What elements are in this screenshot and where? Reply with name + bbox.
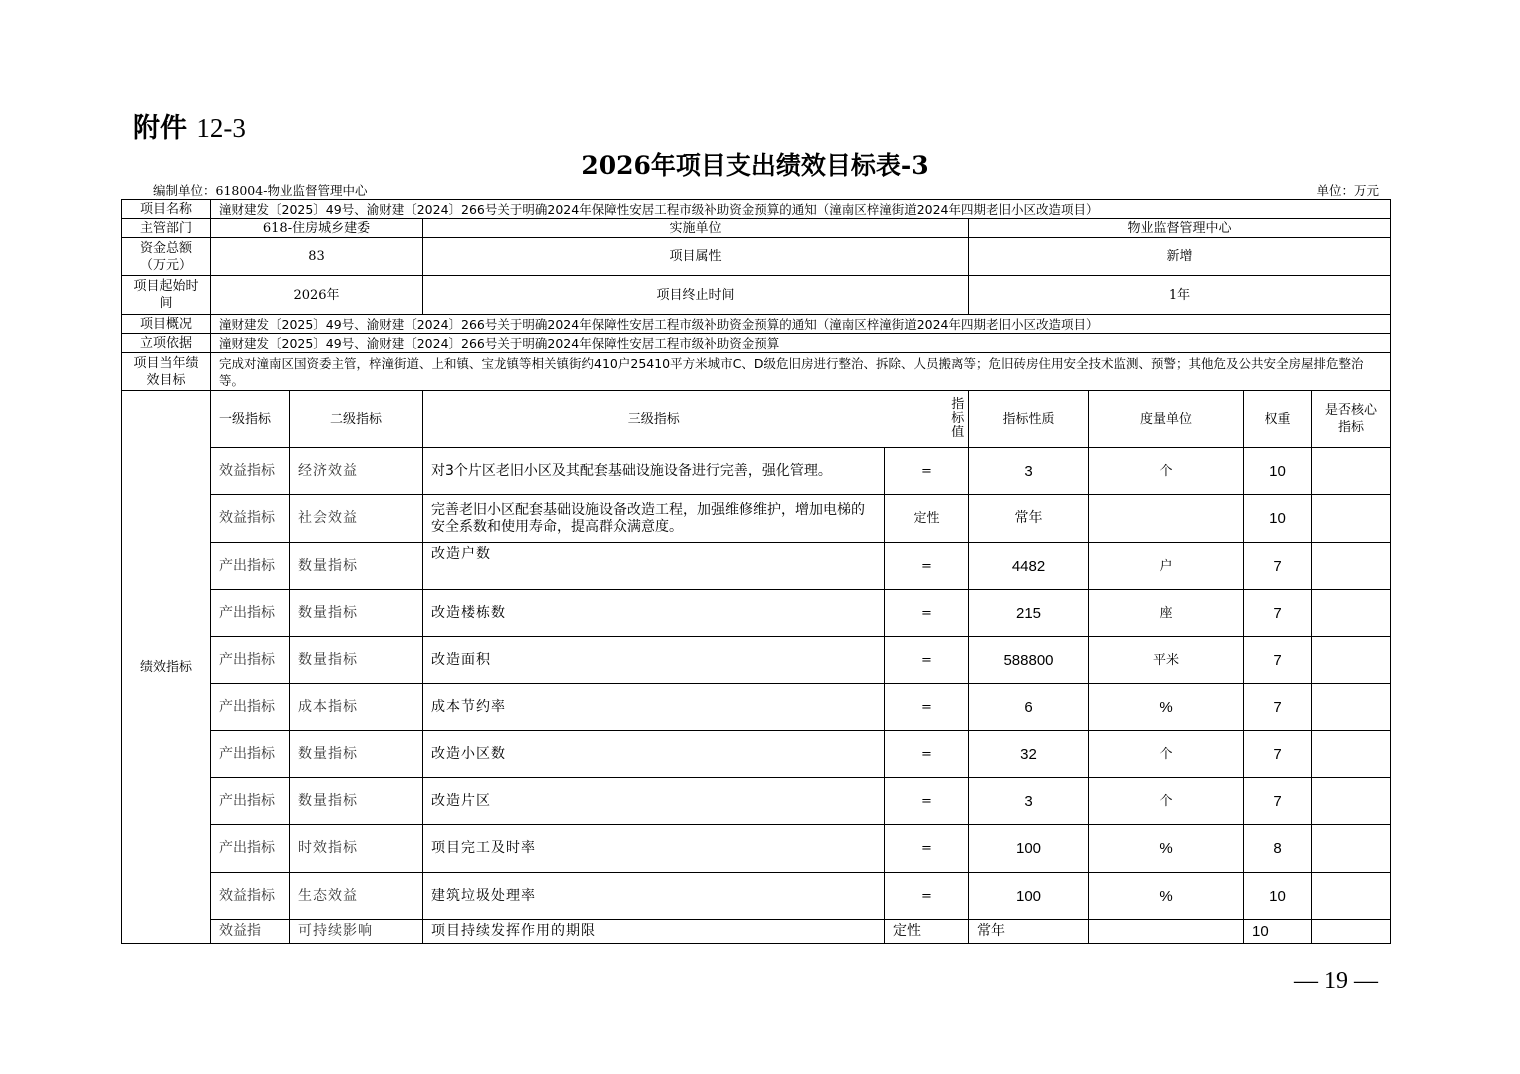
- unit-cell: 座: [1089, 590, 1244, 637]
- value-cell: 32: [969, 731, 1089, 778]
- weight-cell: 7: [1244, 778, 1312, 825]
- core-cell: [1312, 825, 1391, 873]
- impl-label: 实施单位: [423, 219, 969, 238]
- level1-cell: 产出指标: [211, 684, 290, 731]
- level3-cell: 完善老旧小区配套基础设施设备改造工程，加强维修维护，增加电梯的安全系数和使用寿命，提高群众满意度。: [423, 495, 885, 543]
- value-cell: 100: [969, 873, 1089, 920]
- level1-cell: 产出指标: [211, 731, 290, 778]
- row-overview: [122, 315, 1391, 334]
- operator-cell: 定性: [885, 920, 969, 944]
- attachment-number: 12-3: [196, 113, 246, 143]
- header-level1: 一级指标: [211, 391, 290, 448]
- level2-cell: 数量指标: [290, 543, 423, 590]
- core-cell: [1312, 495, 1391, 543]
- attr-value: 新增: [969, 238, 1391, 276]
- unit-cell: 户: [1089, 543, 1244, 590]
- unit-cell: 个: [1089, 778, 1244, 825]
- unit-cell: %: [1089, 684, 1244, 731]
- level2-cell: 时效指标: [290, 825, 423, 873]
- operator-cell: 定性: [885, 495, 969, 543]
- header-level2: 二级指标: [290, 391, 423, 448]
- value-cell: 3: [969, 778, 1089, 825]
- indicator-row: [122, 637, 1391, 684]
- level3-cell: 建筑垃圾处理率: [423, 873, 885, 920]
- impl-value: 物业监督管理中心: [969, 219, 1391, 238]
- operator-cell: =: [885, 684, 969, 731]
- weight-cell: 7: [1244, 684, 1312, 731]
- core-cell: [1312, 684, 1391, 731]
- value-cell: 4482: [969, 543, 1089, 590]
- level2-cell: 生态效益: [290, 873, 423, 920]
- core-cell: [1312, 778, 1391, 825]
- value-cell: 常年: [969, 495, 1089, 543]
- header-level3: 三级指标: [423, 391, 885, 448]
- start-label: 项目起始时间: [122, 276, 211, 315]
- start-value: 2026年: [211, 276, 423, 315]
- level2-cell: 数量指标: [290, 731, 423, 778]
- unit-cell: 平米: [1089, 637, 1244, 684]
- operator-cell: =: [885, 873, 969, 920]
- indicator-row: [122, 920, 1391, 944]
- weight-cell: 7: [1244, 543, 1312, 590]
- core-cell: [1312, 590, 1391, 637]
- goal-value: 完成对潼南区国资委主管，梓潼街道、上和镇、宝龙镇等相关镇街约410户25410平方米城市C、D级危旧房进行整治、拆除、人员搬离等；危旧砖房住用安全技术监测、预警；其他危及公共安全房屋排危整治等。: [211, 353, 1391, 391]
- level1-cell: 效益指标: [211, 448, 290, 495]
- unit-cell: %: [1089, 825, 1244, 873]
- level3-cell: 改造面积: [423, 637, 885, 684]
- attr-label: 项目属性: [423, 238, 969, 276]
- level2-cell: 数量指标: [290, 637, 423, 684]
- dept-value: 618-住房城乡建委: [211, 219, 423, 238]
- dept-label: 主管部门: [122, 219, 211, 238]
- indicator-row: [122, 448, 1391, 495]
- indicators-section-label: 绩效指标: [122, 391, 211, 944]
- row-fund: [122, 238, 1391, 276]
- level3-cell: 改造片区: [423, 778, 885, 825]
- end-value: 1年: [969, 276, 1391, 315]
- indicator-row: [122, 495, 1391, 543]
- level3-cell: 改造楼栋数: [423, 590, 885, 637]
- weight-cell: 10: [1244, 448, 1312, 495]
- level1-cell: 效益指标: [211, 873, 290, 920]
- indicator-row: [122, 873, 1391, 920]
- header-value: 指标值: [951, 397, 965, 440]
- indicator-row: [122, 731, 1391, 778]
- weight-cell: 7: [1244, 731, 1312, 778]
- project-name-label: 项目名称: [122, 200, 211, 219]
- unit-cell: [1089, 920, 1244, 944]
- row-department: [122, 219, 1391, 238]
- basis-value: 潼财建发〔2025〕49号、渝财建〔2024〕266号关于明确2024年保障性安居工程市级补助资金预算: [211, 334, 1391, 353]
- indicator-row: [122, 684, 1391, 731]
- indicator-header-row: [122, 391, 1391, 448]
- fund-value: 83: [211, 238, 423, 276]
- level3-cell: 对3个片区老旧小区及其配套基础设施设备进行完善，强化管理。: [423, 448, 885, 495]
- document-title: 2026年项目支出绩效目标表-3: [581, 151, 929, 180]
- value-cell: 215: [969, 590, 1089, 637]
- weight-cell: 7: [1244, 590, 1312, 637]
- core-cell: [1312, 637, 1391, 684]
- weight-cell: 7: [1244, 637, 1312, 684]
- level1-cell: 效益指: [211, 920, 290, 944]
- level1-cell: 效益指标: [211, 495, 290, 543]
- indicator-row: [122, 778, 1391, 825]
- operator-cell: =: [885, 825, 969, 873]
- core-cell: [1312, 873, 1391, 920]
- level3-cell: 改造户数: [423, 543, 885, 590]
- core-cell: [1312, 731, 1391, 778]
- operator-cell: =: [885, 448, 969, 495]
- value-cell: 3: [969, 448, 1089, 495]
- unit-cell: [1089, 495, 1244, 543]
- fund-label: 资金总额（万元）: [122, 238, 211, 276]
- level3-cell: 成本节约率: [423, 684, 885, 731]
- weight-cell: 10: [1244, 873, 1312, 920]
- operator-cell: =: [885, 543, 969, 590]
- operator-cell: =: [885, 590, 969, 637]
- indicator-row: [122, 825, 1391, 873]
- level2-cell: 可持续影响: [290, 920, 423, 944]
- row-goal: [122, 353, 1391, 391]
- level1-cell: 产出指标: [211, 637, 290, 684]
- level1-cell: 产出指标: [211, 543, 290, 590]
- unit-cell: %: [1089, 873, 1244, 920]
- level2-cell: 数量指标: [290, 590, 423, 637]
- level3-cell: 项目完工及时率: [423, 825, 885, 873]
- currency-unit: 单位：万元: [1316, 183, 1379, 198]
- attachment-word: 附件: [133, 113, 187, 144]
- header-weight: 权重: [1244, 391, 1312, 448]
- header-core: 是否核心指标: [1312, 391, 1391, 448]
- basis-label: 立项依据: [122, 334, 211, 353]
- header-nature: 指标性质: [969, 391, 1089, 448]
- value-cell: 588800: [969, 637, 1089, 684]
- value-cell: 100: [969, 825, 1089, 873]
- level2-cell: 数量指标: [290, 778, 423, 825]
- unit-cell: 个: [1089, 448, 1244, 495]
- value-cell: 常年: [969, 920, 1089, 944]
- overview-label: 项目概况: [122, 315, 211, 334]
- header-value-cell: [885, 391, 969, 448]
- indicator-row: [122, 590, 1391, 637]
- core-cell: [1312, 543, 1391, 590]
- level2-cell: 成本指标: [290, 684, 423, 731]
- row-basis: [122, 334, 1391, 353]
- value-cell: 6: [969, 684, 1089, 731]
- operator-cell: =: [885, 637, 969, 684]
- project-name-value: 潼财建发〔2025〕49号、渝财建〔2024〕266号关于明确2024年保障性安居工程市级补助资金预算的通知（潼南区梓潼街道2024年四期老旧小区改造项目）: [211, 200, 1391, 219]
- end-label: 项目终止时间: [423, 276, 969, 315]
- level1-cell: 产出指标: [211, 590, 290, 637]
- weight-cell: 10: [1244, 495, 1312, 543]
- row-project-name: [122, 200, 1391, 219]
- unit-cell: 个: [1089, 731, 1244, 778]
- attachment-label: [133, 106, 246, 145]
- indicator-row: [122, 543, 1391, 590]
- level1-cell: 产出指标: [211, 825, 290, 873]
- weight-cell: 10: [1244, 920, 1312, 944]
- weight-cell: 8: [1244, 825, 1312, 873]
- level2-cell: 社会效益: [290, 495, 423, 543]
- row-time: [122, 276, 1391, 315]
- core-cell: [1312, 920, 1391, 944]
- level3-cell: 项目持续发挥作用的期限: [423, 920, 885, 944]
- compiler-unit: 编制单位：618004-物业监督管理中心: [153, 183, 368, 198]
- performance-target-table: [121, 199, 1391, 944]
- level2-cell: 经济效益: [290, 448, 423, 495]
- overview-value: 潼财建发〔2025〕49号、渝财建〔2024〕266号关于明确2024年保障性安居工程市级补助资金预算的通知（潼南区梓潼街道2024年四期老旧小区改造项目）: [211, 315, 1391, 334]
- core-cell: [1312, 448, 1391, 495]
- operator-cell: =: [885, 731, 969, 778]
- level3-cell: 改造小区数: [423, 731, 885, 778]
- page-number: — 19 —: [1294, 968, 1378, 994]
- operator-cell: =: [885, 778, 969, 825]
- header-unit: 度量单位: [1089, 391, 1244, 448]
- goal-label: 项目当年绩效目标: [122, 353, 211, 391]
- level1-cell: 产出指标: [211, 778, 290, 825]
